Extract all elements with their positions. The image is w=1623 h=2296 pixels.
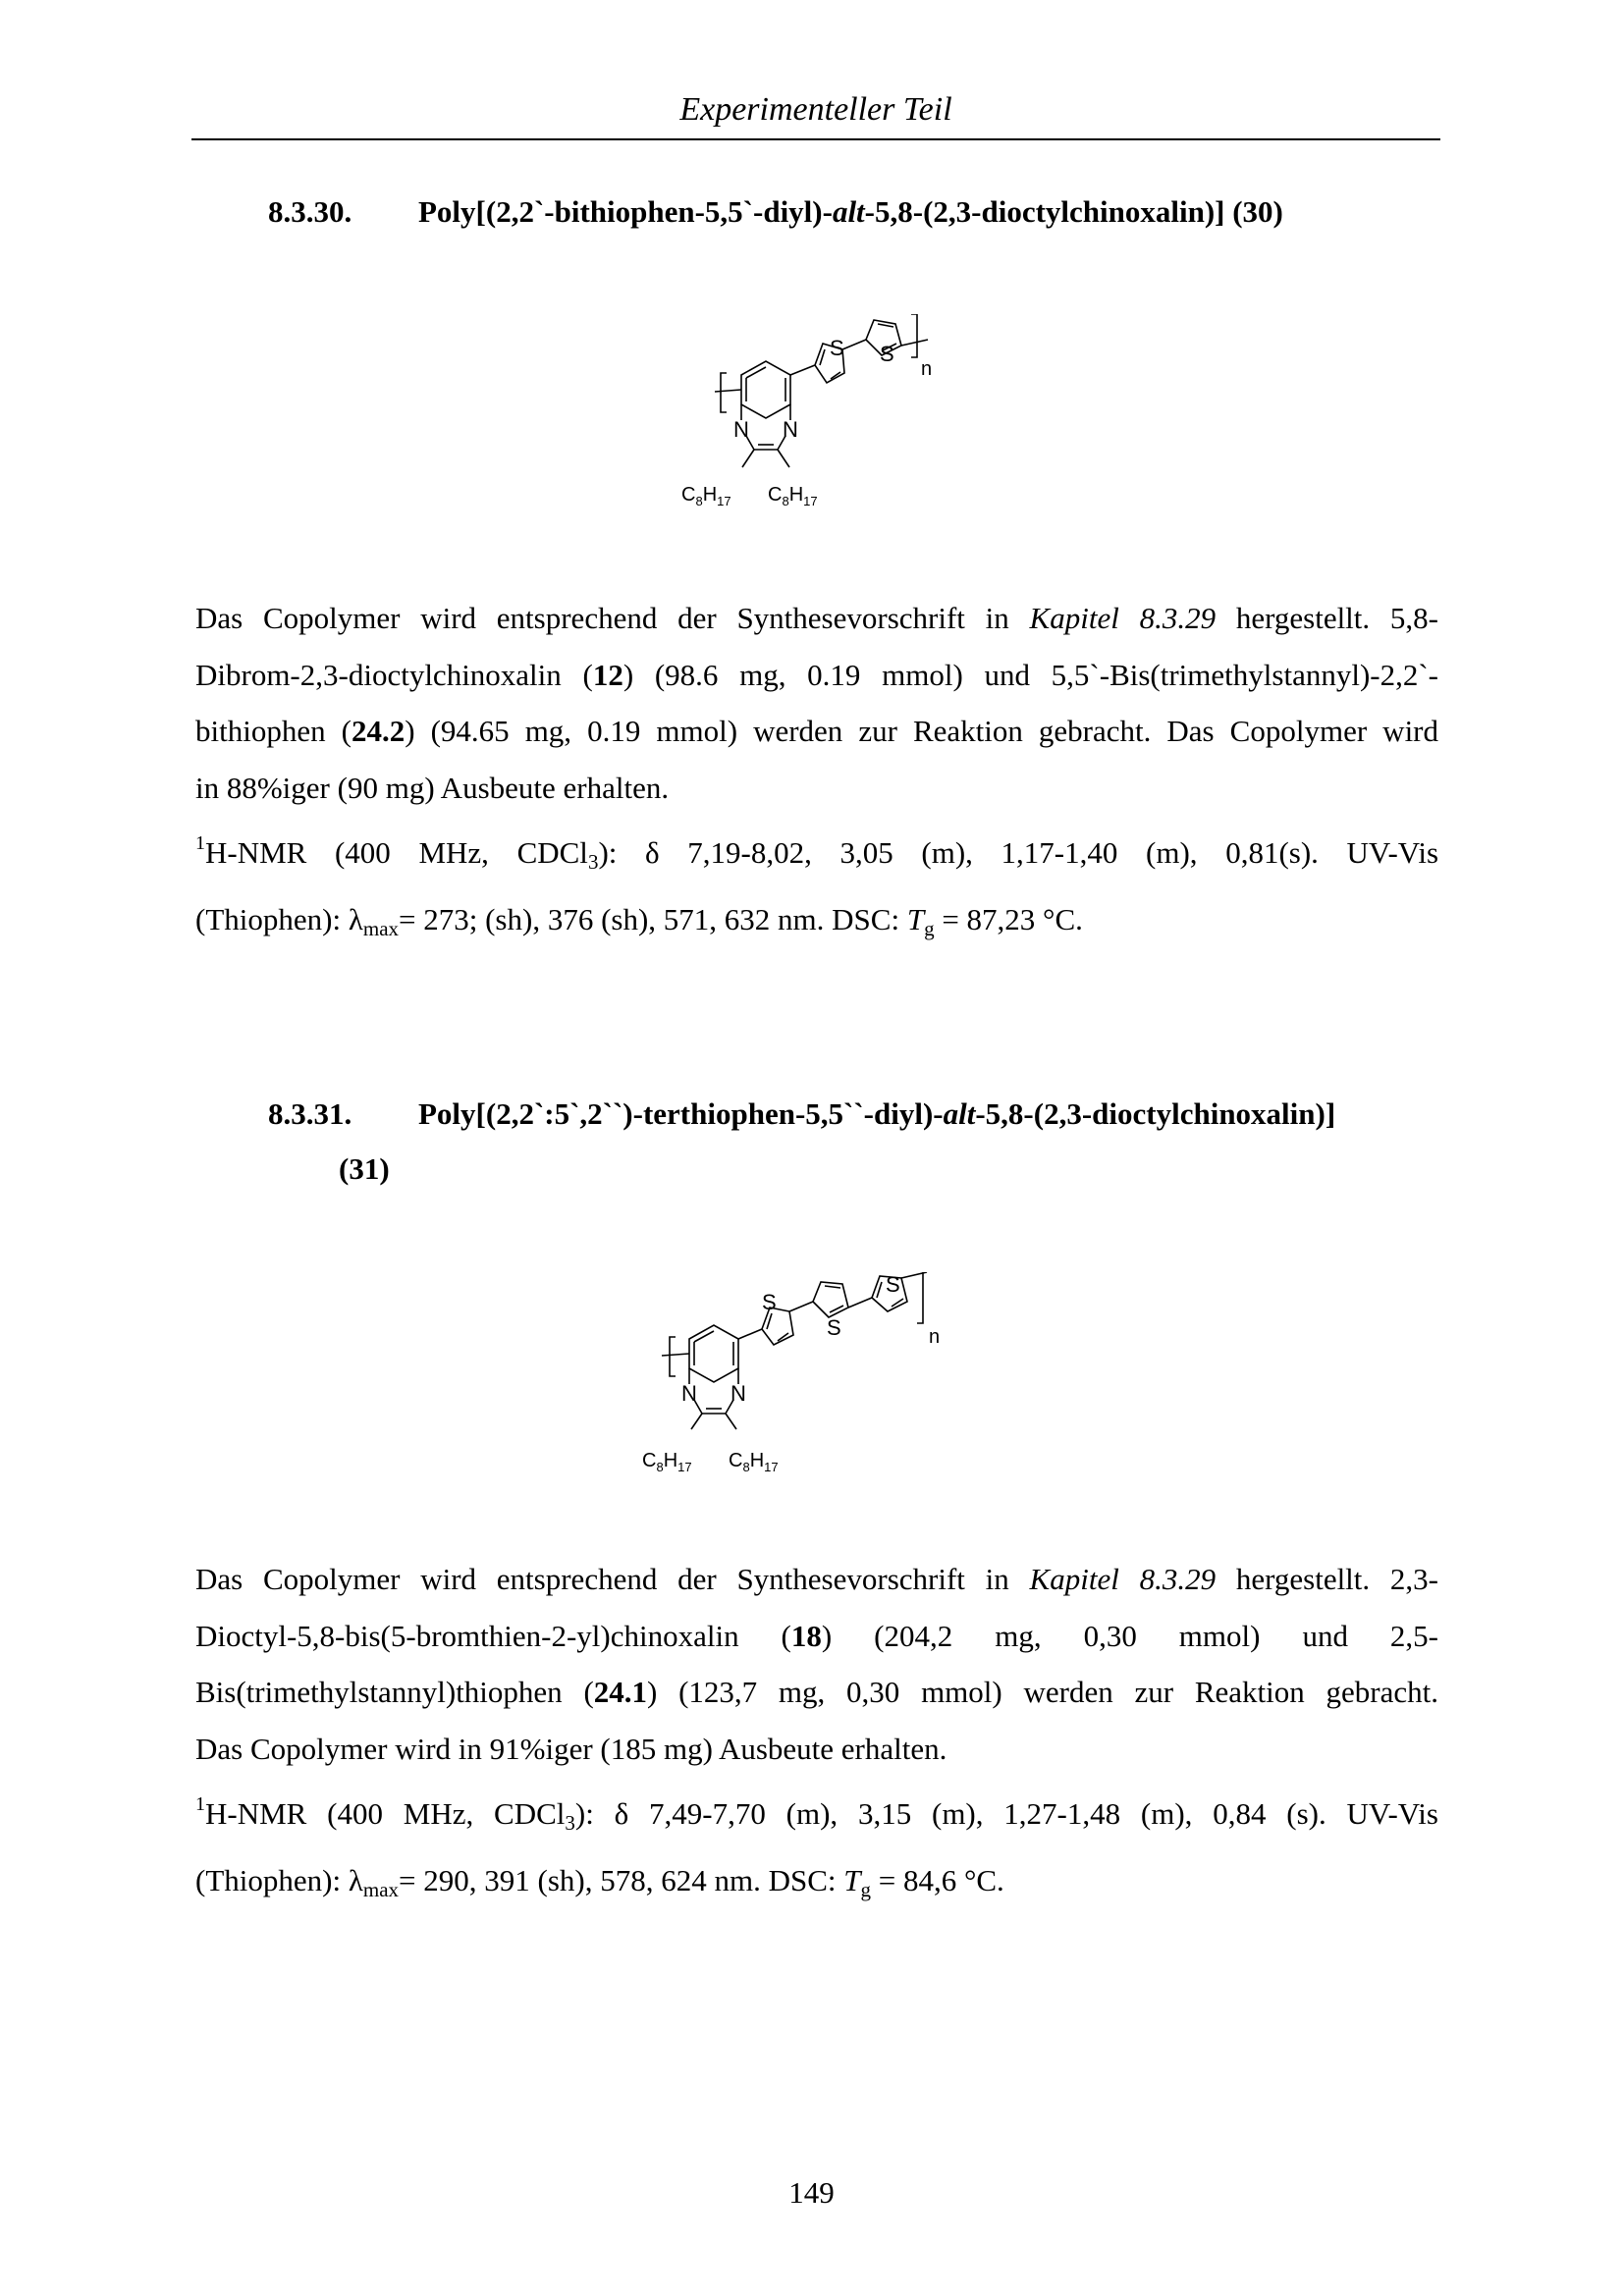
section-number: 8.3.30. (268, 194, 352, 229)
octyl-label-left: $C_8H_{17}$ (642, 1450, 692, 1474)
synthesis-paragraph-30 (195, 590, 1438, 957)
chemical-structure-30 (677, 314, 972, 530)
uv-dsc-line: (Thiophen): $\lambda_{max}= 273$; (sh), 376 (sh), 571, 632 nm. DSC: $T_g = 87,23$ °C. (195, 901, 1083, 940)
section-heading-30 (268, 192, 1446, 236)
octyl-label-right: $C_8H_{17}$ (768, 484, 818, 508)
paragraph-line: Das Copolymer wird entsprechend der Synthesevorschrift in Kapitel 8.3.29 hergestellt. 2,3- (195, 1562, 1438, 1596)
section-title: Poly[(2,2`:5`,2``)-terthiophen-5,5``-diyl)-alt-5,8-(2,3-dioctylchinoxalin)] (418, 1096, 1336, 1131)
paragraph-line: Dioctyl-5,8-bis(5-bromthien-2-yl)chinoxalin (18) (204,2 mg, 0,30 mmol) und 2,5- (195, 1618, 1438, 1653)
atom-N: N (733, 417, 749, 442)
structure-31-svg (640, 1272, 1003, 1498)
repeat-n: n (921, 358, 933, 380)
octyl-label-left: $C_8H_{17}$ (681, 484, 731, 508)
paragraph-line: bithiophen (24.2) (94.65 mg, 0.19 mmol) werden zur Reaktion gebracht. Das Copolymer wird (195, 714, 1439, 748)
atom-S: S (880, 342, 894, 366)
structure-30-svg (677, 314, 972, 530)
atom-S: S (886, 1272, 900, 1297)
paragraph-line: Dibrom-2,3-dioctylchinoxalin (12) (98.6 mg, 0.19 mmol) und 5,5`-Bis(trimethylstannyl)-2,2`- (195, 657, 1438, 692)
nmr-line: $^1$H-NMR (400 MHz, CDCl$_3$): δ 7,19-8,02, 3,05 (m), 1,17-1,40 (m), 0,81(s). UV-Vis (195, 832, 1439, 874)
section-title-line2: (31) (339, 1151, 390, 1186)
header-rule (191, 138, 1440, 140)
paragraph-line: in 88%iger (90 mg) Ausbeute erhalten. (195, 770, 670, 805)
paragraph-line: Das Copolymer wird in 91%iger (185 mg) Ausbeute erhalten. (195, 1731, 947, 1766)
paragraph-line: Das Copolymer wird entsprechend der Synthesevorschrift in Kapitel 8.3.29 hergestellt. 5,8- (195, 601, 1438, 635)
running-header: Experimenteller Teil (679, 91, 952, 128)
paragraph-line: Bis(trimethylstannyl)thiophen (24.1) (123,7 mg, 0,30 mmol) werden zur Reaktion gebracht. (195, 1675, 1438, 1709)
atom-S: S (827, 1315, 841, 1340)
section-heading-31 (268, 1095, 1446, 1193)
synthesis-paragraph-31 (195, 1551, 1438, 1918)
atom-S: S (762, 1290, 777, 1314)
nmr-line: $^1$H-NMR (400 MHz, CDCl$_3$): δ 7,49-7,70 (m), 3,15 (m), 1,27-1,48 (m), 0,84 (s). UV-Vis (195, 1793, 1438, 1835)
atom-N: N (783, 417, 798, 442)
page-number: 149 (788, 2175, 835, 2210)
atom-S: S (830, 336, 844, 360)
octyl-label-right: $C_8H_{17}$ (729, 1450, 779, 1474)
uv-dsc-line: (Thiophen): $\lambda_{max}= 290$, 391 (sh), 578, 624 nm. DSC: $T_g = 84,6$ °C. (195, 1862, 1004, 1901)
section-title: Poly[(2,2`-bithiophen-5,5`-diyl)-alt-5,8-(2,3-dioctylchinoxalin)] (30) (418, 194, 1283, 229)
section-number: 8.3.31. (268, 1096, 352, 1131)
atom-N: N (730, 1381, 746, 1406)
chemical-structure-31 (640, 1272, 1003, 1498)
atom-N: N (681, 1381, 697, 1406)
repeat-n: n (929, 1326, 941, 1348)
